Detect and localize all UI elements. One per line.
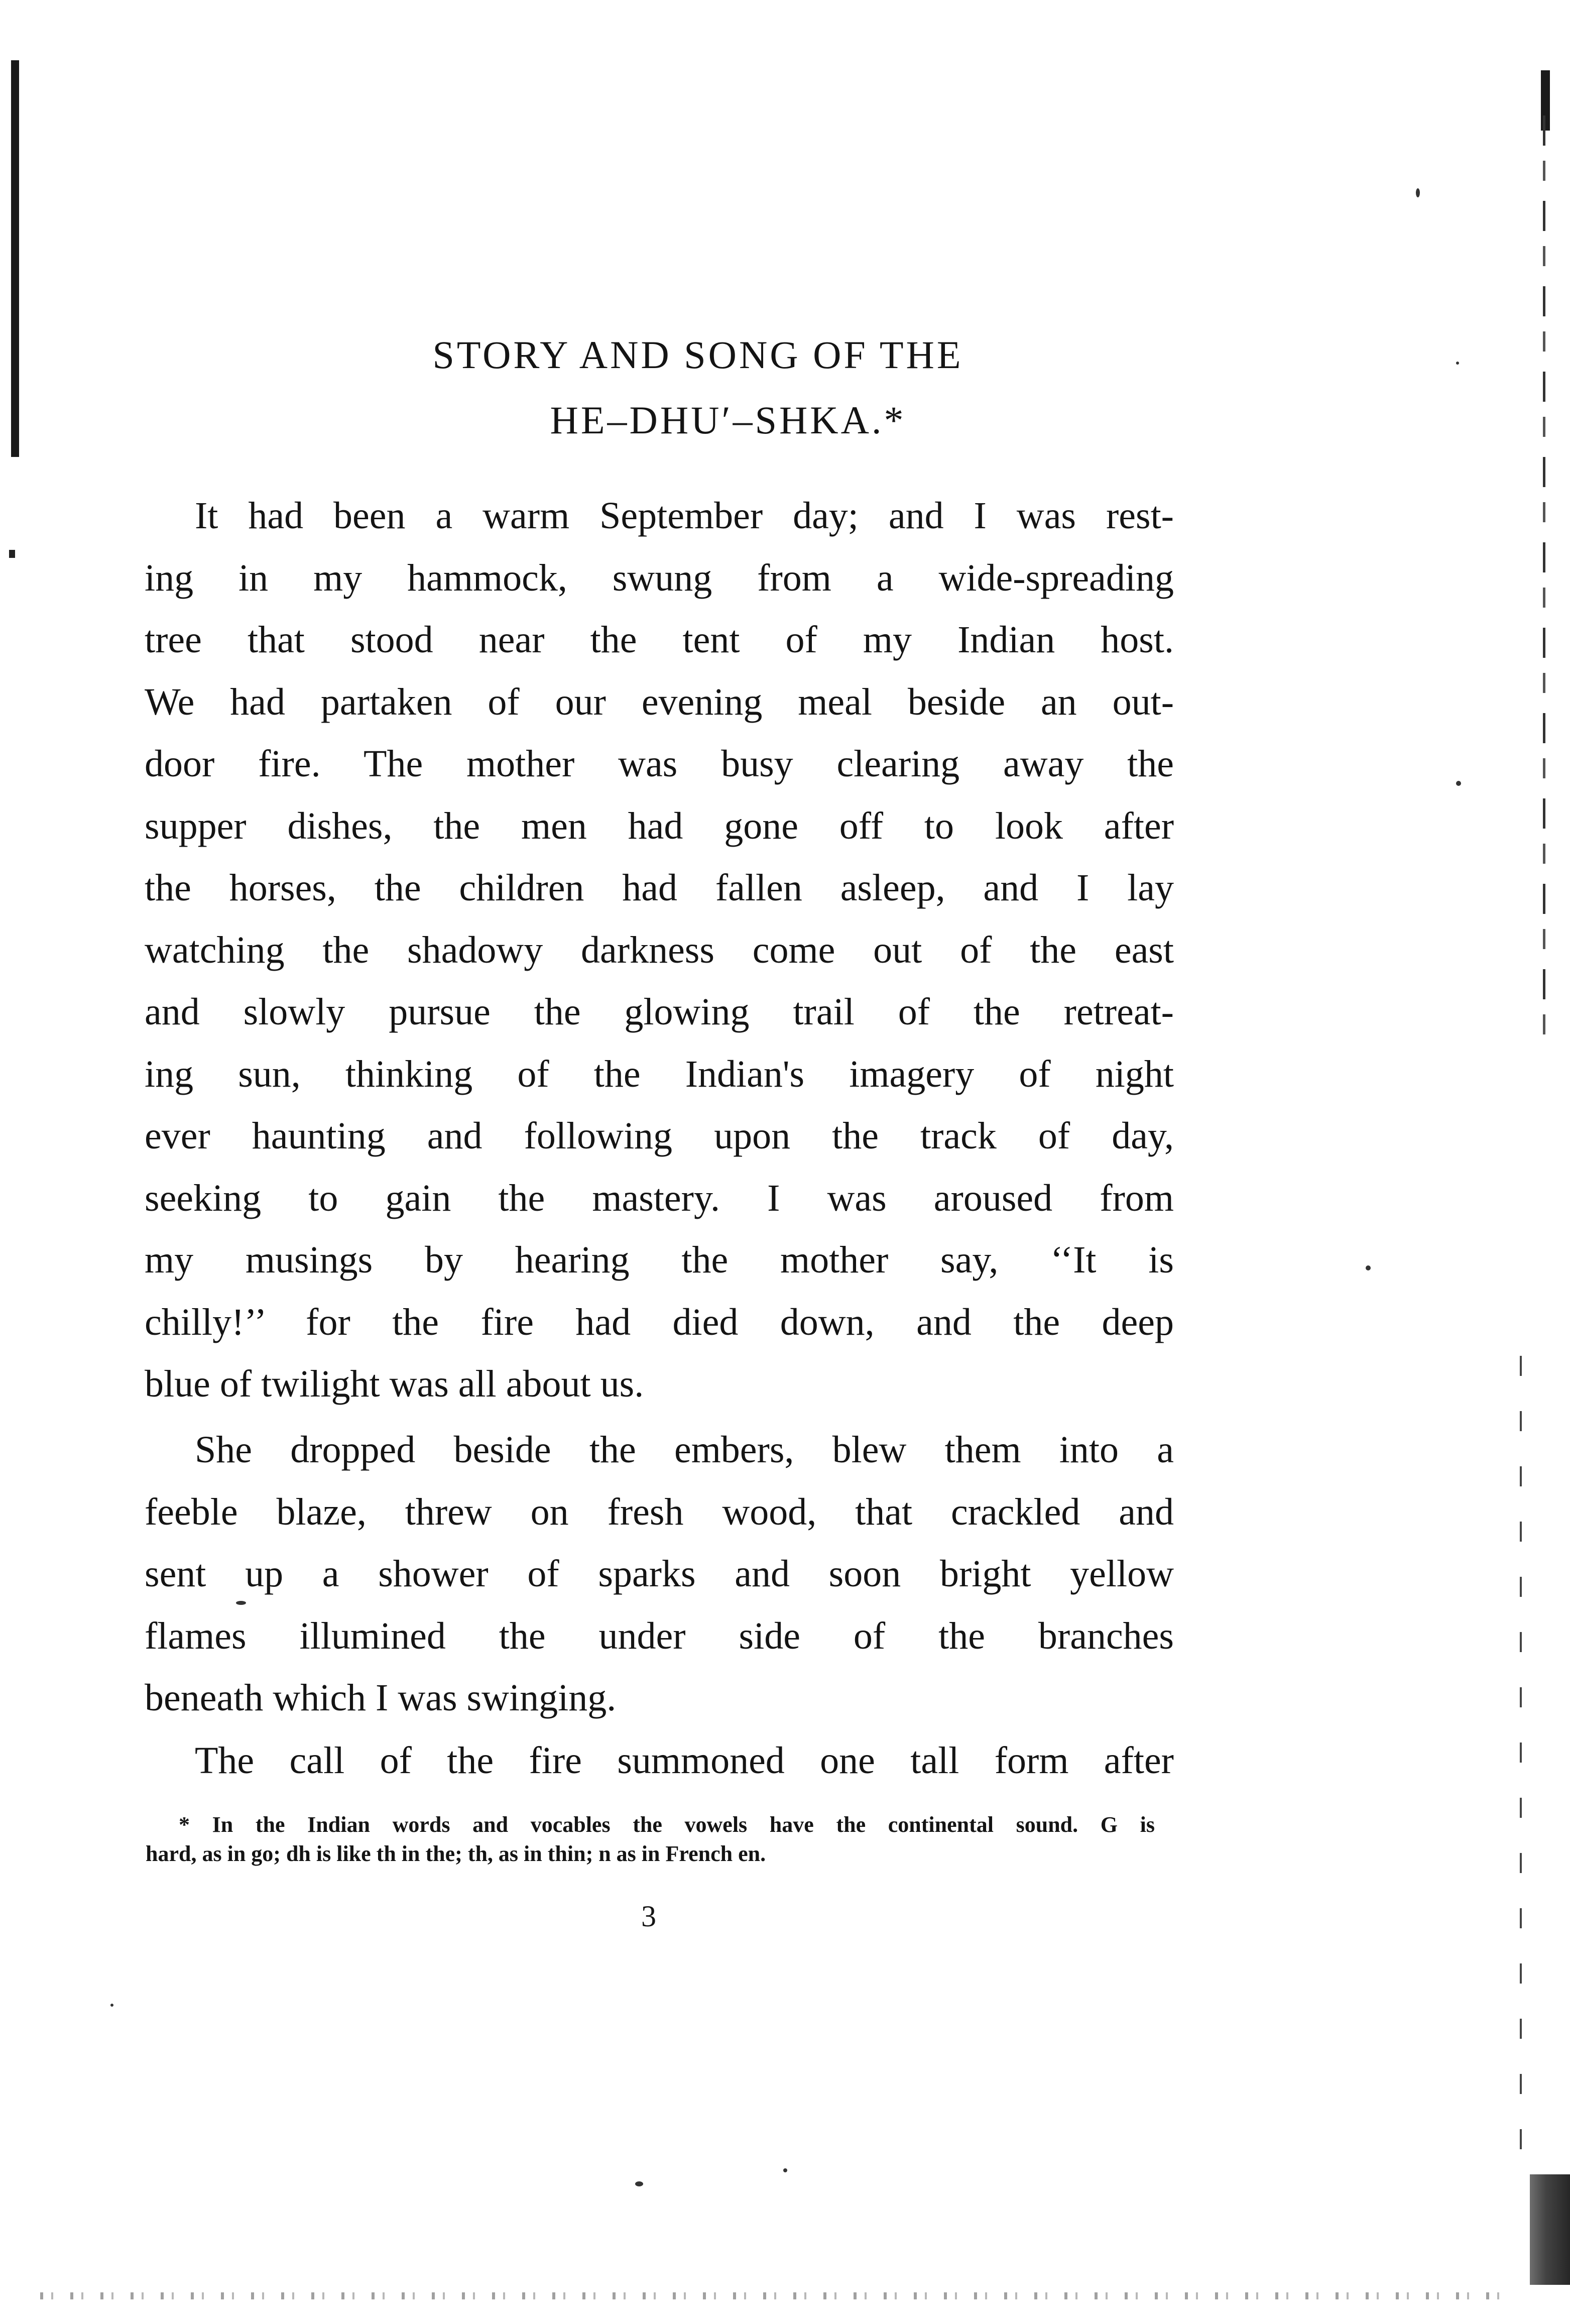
bottom-scan-noise xyxy=(40,2292,1506,2299)
edge-mark xyxy=(1541,70,1550,131)
scan-speck xyxy=(110,2004,113,2007)
edge-line xyxy=(1520,1356,1522,2184)
scan-speck xyxy=(1456,362,1459,365)
text-line: tree that stood near the tent of my Indian host. xyxy=(145,619,1174,661)
text-line: flames illumined the under side of the branches xyxy=(145,1614,1174,1657)
text-line: door fire. The mother was busy clearing away the xyxy=(145,743,1174,785)
footnote-line: hard, as in go; dh is like th in the; th, as in thin; n as in French en. xyxy=(146,1841,766,1866)
chapter-title-line-2: HE–DHU′–SHKA.* xyxy=(550,398,906,442)
paragraph-2 xyxy=(145,1419,1174,1729)
page-edge-artifacts xyxy=(1495,0,1570,2324)
text-line: beneath which I was swinging. xyxy=(145,1677,617,1719)
scan-speck xyxy=(783,2168,787,2172)
text-line: The call of the fire summoned one tall form after xyxy=(195,1739,1174,1782)
text-line: It had been a warm September day; and I was rest- xyxy=(195,495,1174,537)
text-line: seeking to gain the mastery. I was aroused from xyxy=(145,1177,1174,1219)
edge-line xyxy=(1543,115,1545,1044)
scan-speck xyxy=(1456,781,1461,786)
text-line: chilly!’’ for the fire had died down, and the deep xyxy=(145,1301,1174,1343)
text-line: blue of twilight was all about us. xyxy=(145,1363,644,1405)
scan-speck xyxy=(635,2181,643,2186)
text-line: ing in my hammock, swung from a wide-spreading xyxy=(145,556,1174,599)
text-line: the horses, the children had fallen asleep, and I lay xyxy=(145,867,1174,909)
text-line: We had partaken of our evening meal beside an out- xyxy=(145,680,1174,723)
text-line: She dropped beside the embers, blew them into a xyxy=(195,1429,1174,1471)
text-line: sent up a shower of sparks and soon bright yellow xyxy=(145,1553,1174,1595)
scan-speck xyxy=(1416,188,1420,197)
text-line: watching the shadowy darkness come out of the east xyxy=(145,928,1174,971)
text-line: and slowly pursue the glowing trail of the retreat- xyxy=(145,991,1174,1033)
page-number: 3 xyxy=(641,1900,656,1933)
text-line: ever haunting and following upon the track of day, xyxy=(145,1115,1174,1157)
footnote-line: * In the Indian words and vocables the vowels have the continental sound. G is xyxy=(179,1812,1155,1837)
edge-blot xyxy=(1530,2174,1570,2285)
text-line: supper dishes, the men had gone off to look after xyxy=(145,804,1174,847)
paragraph-3 xyxy=(145,1730,1174,1792)
chapter-title-line-1: STORY AND SONG OF THE xyxy=(432,333,963,377)
scan-speck xyxy=(1366,1265,1371,1270)
scan-speck xyxy=(236,1601,246,1605)
paragraph-1 xyxy=(145,485,1174,1416)
text-line: ing sun, thinking of the Indian's imagery of night xyxy=(145,1053,1174,1095)
binding-shadow xyxy=(11,60,19,457)
scan-speck xyxy=(9,550,15,558)
text-line: my musings by hearing the mother say, ‘‘It is xyxy=(145,1239,1174,1281)
text-line: feeble blaze, threw on fresh wood, that crackled and xyxy=(145,1490,1174,1533)
footnote xyxy=(146,1810,1155,1869)
